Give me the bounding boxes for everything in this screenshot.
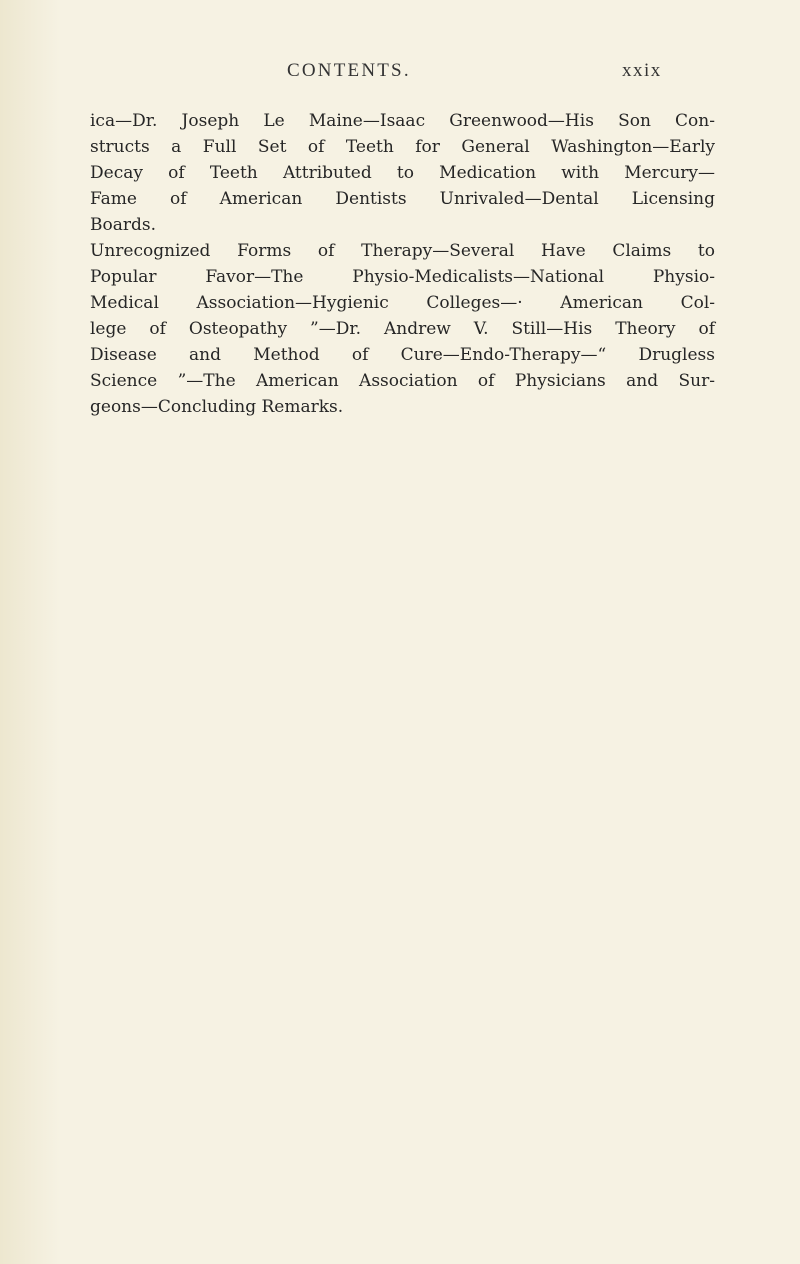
text-line: Science ”—The American Association of Physicians and Sur-: [90, 371, 715, 391]
text-line: geons—Concluding Remarks.: [90, 397, 344, 417]
text-line: Fame of American Dentists Unrivaled—Dental Licensing: [90, 189, 715, 209]
text-line: Disease and Method of Cure—Endo-Therapy—“ Drugless: [90, 345, 715, 365]
text-line: Decay of Teeth Attributed to Medication with Mercury—: [90, 163, 715, 183]
text-line: Boards.: [90, 215, 156, 235]
text-line: Medical Association—Hygienic Colleges—· American Col-: [90, 293, 715, 313]
page-number: xxix: [622, 60, 662, 81]
text-line: Unrecognized Forms of Therapy—Several Have Claims to: [90, 241, 715, 261]
running-title: CONTENTS.: [287, 60, 411, 81]
running-head: [0, 58, 800, 88]
paragraph-unrecognized-therapy: [90, 238, 715, 420]
text-line: ica—Dr. Joseph Le Maine—Isaac Greenwood—His Son Con-: [90, 111, 715, 131]
text-line: structs a Full Set of Teeth for General Washington—Early: [90, 137, 715, 157]
contents-text: [90, 108, 715, 420]
text-line: Popular Favor—The Physio-Medicalists—National Physio-: [90, 267, 715, 287]
paragraph-dentistry: [90, 108, 715, 238]
text-line: lege of Osteopathy ”—Dr. Andrew V. Still—His Theory of: [90, 319, 715, 339]
